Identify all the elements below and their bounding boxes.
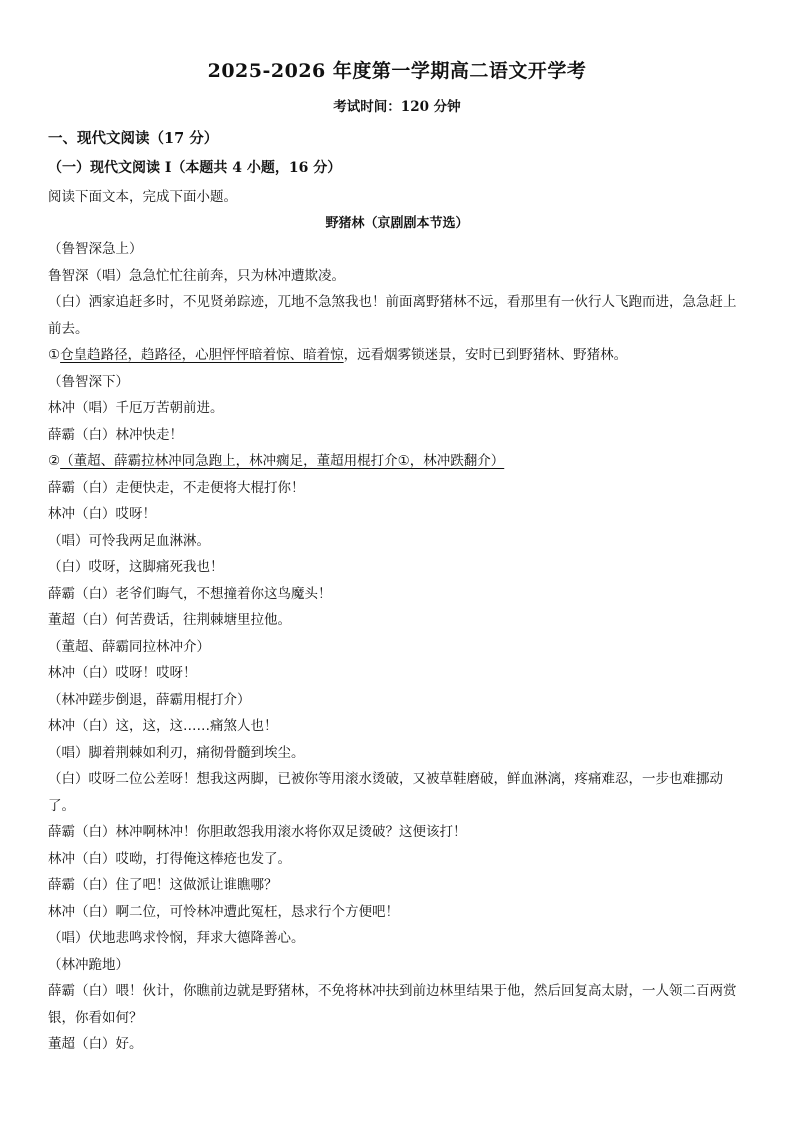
dialogue-line: （唱）伏地悲鸣求怜悯，拜求大德降善心。: [48, 930, 305, 946]
play-excerpt: [48, 236, 746, 1058]
dialogue-line: （唱）脚着荆棘如利刃，痛彻骨髓到埃尘。: [48, 744, 305, 761]
dialogue-line: 林冲（白）哎呦，打得俺这棒疮也发了。: [48, 850, 291, 867]
dialogue-line: （白）洒家追赶多时，不见贤弟踪迹，兀地不急煞我也！前面离野猪林不远，看那里有一伙行人飞跑而进，急急赶上前去。: [48, 294, 737, 337]
stage-direction: （林冲蹉步倒退，薛霸用棍打介）: [48, 691, 251, 708]
dialogue-line: 林冲（唱）千厄万苦朝前进。: [48, 400, 224, 416]
dialogue-line-marked-1: [48, 342, 746, 369]
stage-direction: （鲁智深下）: [48, 373, 129, 390]
underlined-passage-1: 仓皇趋路径，趋路径，心胆怦怦暗着惊、暗着惊: [60, 347, 344, 363]
dialogue-line: 薛霸（白）老爷们晦气，不想撞着你这鸟魔头！: [48, 585, 332, 602]
passage-rest: ，远看烟雾锁迷景，安时已到野猪林、野猪林。: [343, 347, 628, 363]
dialogue-line: 林冲（白）这，这，这……痛煞人也！: [48, 718, 278, 734]
marker-2: ②: [48, 453, 61, 469]
dialogue-line: 薛霸（白）走便快走，不走便将大棍打你！: [48, 479, 305, 496]
dialogue-line: 林冲（白）哎呀！哎呀！: [48, 665, 197, 681]
dialogue-line: 薛霸（白）林冲快走！: [48, 426, 183, 443]
dialogue-line: 林冲（白）啊二位，可怜林冲遭此冤枉，恳求行个方便吧！: [48, 903, 399, 920]
stage-direction-marked-2: [48, 448, 746, 475]
section-heading: 一、现代文阅读（17 分）: [48, 130, 219, 147]
marker-1: ①: [48, 347, 61, 363]
dialogue-line: 林冲（白）哎呀！: [48, 506, 156, 522]
dialogue-line: 薛霸（白）林冲啊林冲！你胆敢怨我用滚水将你双足烫破？这便该打！: [48, 824, 467, 840]
play-title: 野猪林（京剧剧本节选）: [325, 216, 469, 231]
stage-direction: （董超、薛霸同拉林冲介）: [48, 638, 210, 655]
dialogue-line: 鲁智深（唱）急急忙忙往前奔，只为林冲遭欺凌。: [48, 267, 345, 284]
dialogue-line: （白）哎呀二位公差呀！想我这两脚，已被你等用滚水烫破，又被草鞋磨破，鲜血淋漓，疼痛难忍，一步也难挪动了。: [48, 771, 723, 814]
dialogue-line: 董超（白）好。: [48, 1036, 143, 1052]
dialogue-line: 薛霸（白）住了吧！这做派让谁瞧哪？: [48, 877, 278, 893]
dialogue-line: 董超（白）何苦费话，往荆棘塘里拉他。: [48, 612, 291, 628]
dialogue-line: 薛霸（白）喂！伙计，你瞧前边就是野猪林，不免将林冲扶到前边林里结果于他，然后回复高太尉，一人领二百两赏银，你看如何？: [48, 983, 737, 1026]
dialogue-line: （唱）可怜我两足血淋淋。: [48, 532, 210, 549]
dialogue-line: （白）哎呀，这脚痛死我也！: [48, 559, 224, 575]
exam-title: 2025-2026 年度第一学期高二语文开学考: [207, 60, 587, 82]
exam-time: 考试时间：120 分钟: [333, 99, 461, 115]
stage-direction: （鲁智深急上）: [48, 241, 143, 257]
instruction-text: 阅读下面文本，完成下面小题。: [48, 189, 237, 205]
stage-direction: （林冲跪地）: [48, 956, 129, 973]
underlined-passage-2: （董超、薛霸拉林冲同急跑上，林冲瘸足，董超用棍打介①，林冲跌翻介）: [60, 453, 505, 469]
sub-section-heading: （一）现代文阅读 I（本题共 4 小题，16 分）: [48, 160, 342, 176]
